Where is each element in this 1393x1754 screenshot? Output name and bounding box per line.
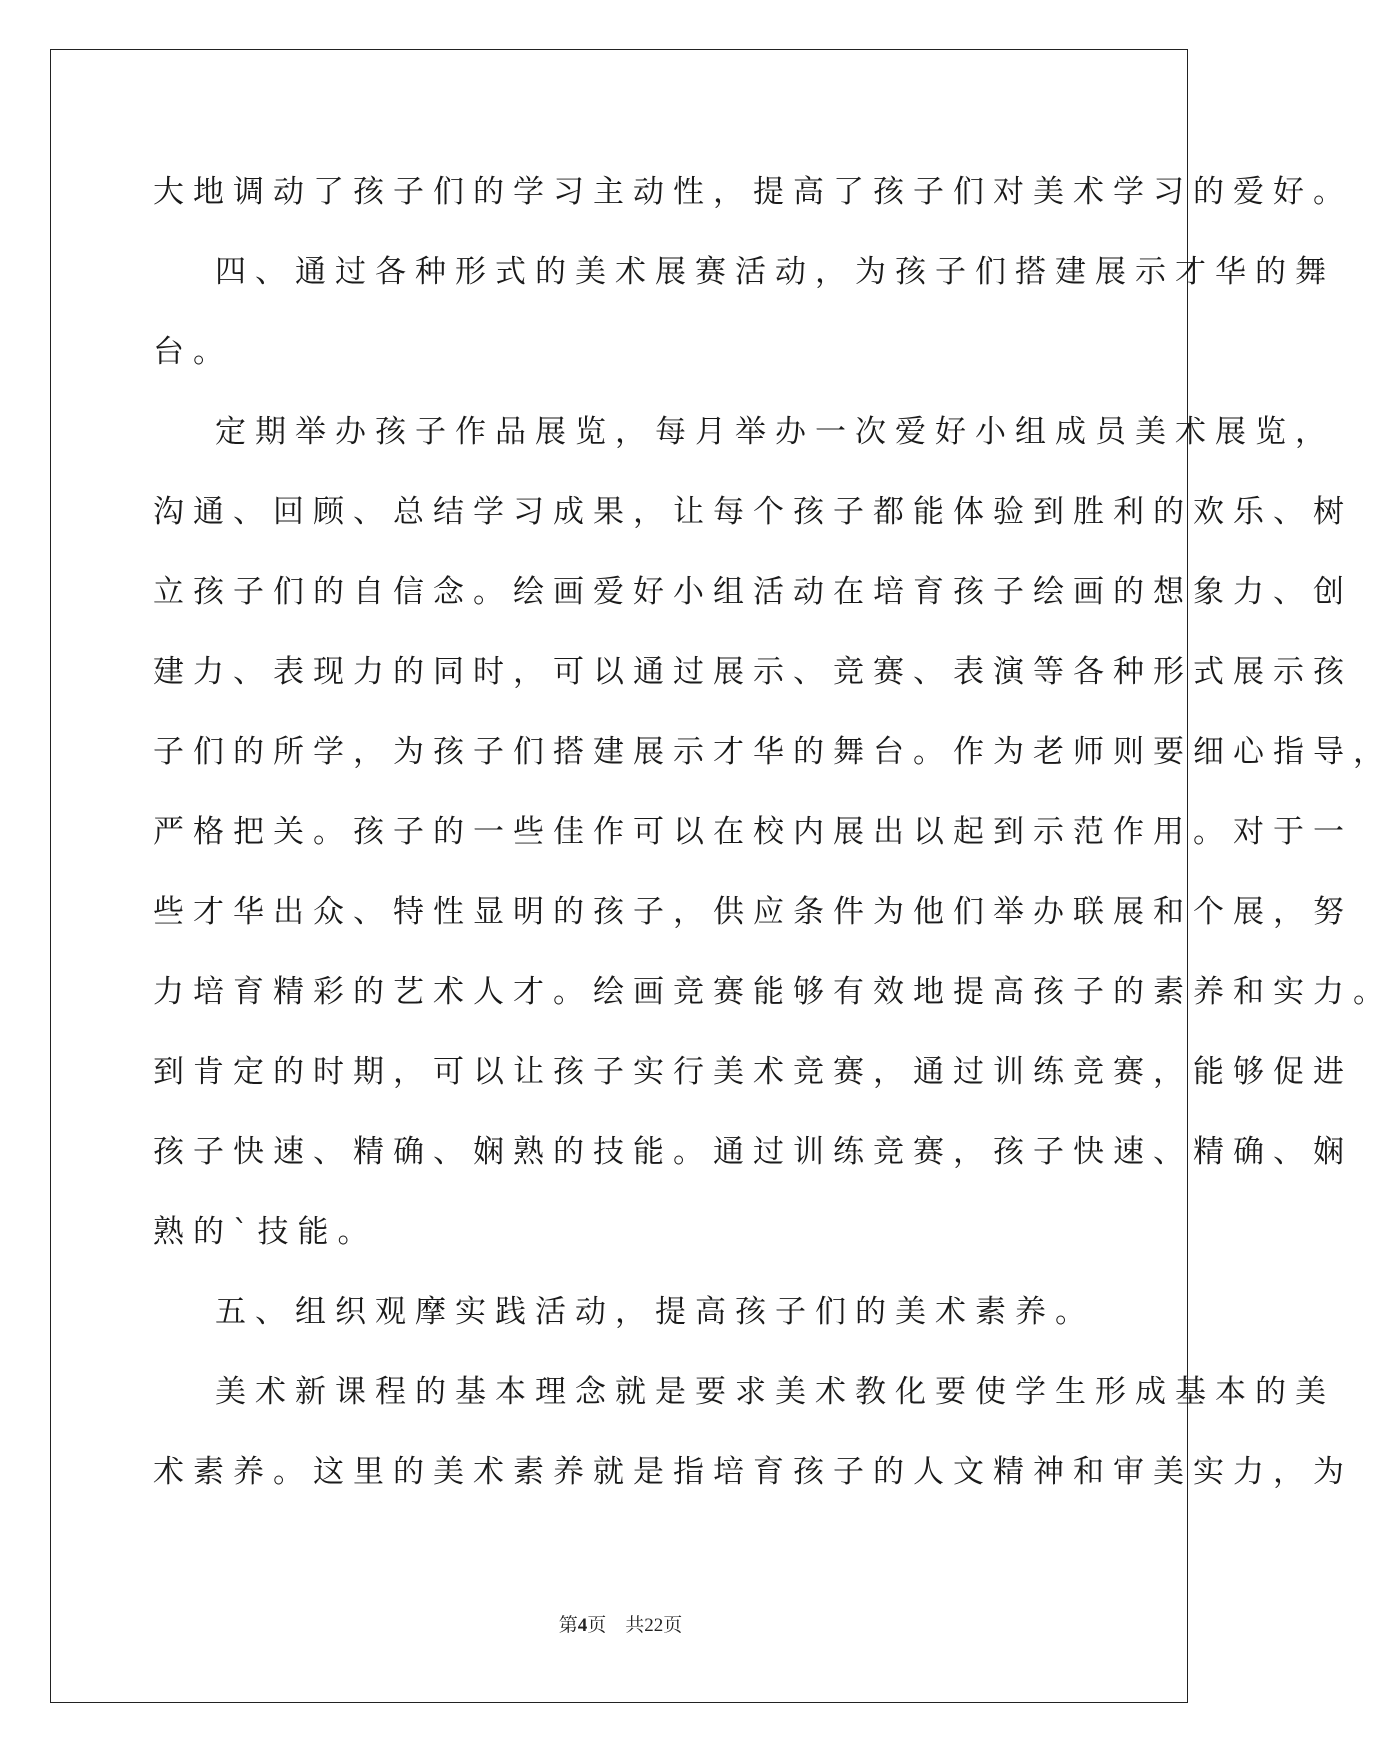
text-line-14: 熟的`技能。 [153, 1214, 378, 1250]
page-prefix: 第 [558, 1615, 578, 1636]
document-body [153, 152, 1393, 1512]
text-line-15: 五、组织观摩实践活动，提高孩子们的美术素养。 [215, 1294, 1095, 1330]
page-footer [0, 1610, 1241, 1637]
page-number: 4 [577, 1615, 588, 1636]
text-line-8: 子们的所学，为孩子们搭建展示才华的舞台。作为老师则要细心指导， [153, 734, 1393, 770]
text-line-13: 孩子快速、精确、娴熟的技能。通过训练竞赛，孩子快速、精确、娴 [153, 1134, 1353, 1170]
page-suffix: 页 [587, 1615, 607, 1636]
text-line-5: 沟通、回顾、总结学习成果，让每个孩子都能体验到胜利的欢乐、树 [153, 494, 1353, 530]
text-line-16: 美术新课程的基本理念就是要求美术教化要使学生形成基本的美 [215, 1374, 1335, 1410]
text-line-11: 力培育精彩的艺术人才。绘画竞赛能够有效地提高孩子的素养和实力。 [153, 974, 1393, 1010]
text-line-10: 些才华出众、特性显明的孩子，供应条件为他们举办联展和个展，努 [153, 894, 1353, 930]
text-line-12: 到肯定的时期，可以让孩子实行美术竞赛，通过训练竞赛，能够促进 [153, 1054, 1353, 1090]
text-line-3: 台。 [153, 334, 233, 370]
text-line-7: 建力、表现力的同时，可以通过展示、竞赛、表演等各种形式展示孩 [153, 654, 1353, 690]
text-line-6: 立孩子们的自信念。绘画爱好小组活动在培育孩子绘画的想象力、创 [153, 574, 1353, 610]
text-line-2: 四、通过各种形式的美术展赛活动，为孩子们搭建展示才华的舞 [215, 254, 1335, 290]
total-pages: 22 [644, 1615, 664, 1636]
text-line-1: 大地调动了孩子们的学习主动性，提高了孩子们对美术学习的爱好。 [153, 174, 1353, 210]
total-suffix: 页 [663, 1615, 683, 1636]
text-line-9: 严格把关。孩子的一些佳作可以在校内展出以起到示范作用。对于一 [153, 814, 1353, 850]
text-line-4: 定期举办孩子作品展览，每月举办一次爱好小组成员美术展览， [215, 414, 1335, 450]
total-prefix: 共 [625, 1615, 645, 1636]
text-line-17: 术素养。这里的美术素养就是指培育孩子的人文精神和审美实力，为 [153, 1454, 1353, 1490]
